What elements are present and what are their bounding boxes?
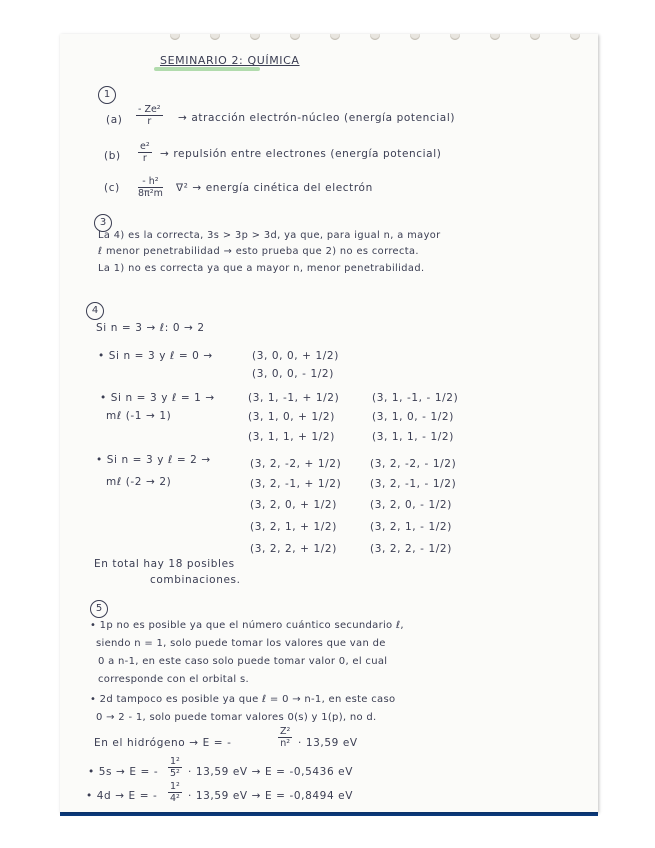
s3-line-2: ℓ menor penetrabilidad → esto prueba que 2) no es correcta.	[98, 246, 419, 257]
s5-h-fraction	[278, 726, 292, 749]
s1-c-fraction	[138, 176, 163, 199]
s5-4d-fraction	[168, 781, 182, 804]
s5-5s-denominator: 5²	[170, 768, 180, 779]
s5-p1-line-4: corresponde con el orbital s.	[98, 674, 249, 685]
s4-l1-set-r1: (3, 1, -1, - 1/2)	[372, 392, 459, 404]
s1-b-denominator: r	[142, 153, 147, 164]
s4-l2-set-r3: (3, 2, 0, - 1/2)	[370, 499, 452, 511]
title-highlight	[154, 67, 260, 71]
s4-l2-set-l5: (3, 2, 2, + 1/2)	[250, 543, 337, 555]
section-5-number: 5	[90, 600, 108, 618]
s1-c-numerator: - h²	[138, 176, 163, 188]
s5-p2-line-1: • 2d tampoco es posible ya que ℓ = 0 → n-1, en este caso	[90, 694, 396, 705]
s1-c-text: ∇² → energía cinética del electrón	[176, 182, 373, 194]
s4-total-line-1: En total hay 18 posibles	[94, 558, 235, 570]
s5-5s-numerator: 1²	[170, 756, 180, 767]
s4-l1-ml: mℓ (-1 → 1)	[106, 410, 172, 422]
s5-h-prefix: En el hidrógeno → E = -	[94, 737, 232, 749]
s1-a-fraction	[136, 104, 163, 127]
s5-p2-line-2: 0 → 2 - 1, solo puede tomar valores 0(s) y 1(p), no d.	[96, 712, 377, 723]
s5-4d-numerator: 1²	[170, 781, 180, 792]
s5-4d-denominator: 4²	[170, 793, 180, 804]
s4-l0-set-1: (3, 0, 0, + 1/2)	[252, 350, 339, 362]
s4-l2-set-r5: (3, 2, 2, - 1/2)	[370, 543, 452, 555]
s5-p1-line-1: • 1p no es posible ya que el número cuántico secundario ℓ,	[90, 620, 404, 631]
s4-l1-set-l2: (3, 1, 0, + 1/2)	[248, 411, 335, 423]
s1-b-label: (b)	[104, 150, 121, 162]
section-4-number: 4	[86, 302, 104, 320]
s4-range-line: Si n = 3 → ℓ: 0 → 2	[96, 322, 205, 334]
page-title: SEMINARIO 2: QUÍMICA	[160, 54, 300, 67]
s3-line-1: La 4) es la correcta, 3s > 3p > 3d, ya que, para igual n, a mayor	[98, 230, 441, 241]
s4-l1-label: • Si n = 3 y ℓ = 1 →	[100, 392, 215, 404]
s4-l0-set-2: (3, 0, 0, - 1/2)	[252, 368, 334, 380]
s5-5s-suffix: · 13,59 eV → E = -0,5436 eV	[188, 766, 354, 778]
s1-a-text: → atracción electrón-núcleo (energía potencial)	[178, 112, 456, 124]
notebook-page	[60, 34, 598, 812]
s5-5s-fraction	[168, 756, 182, 779]
s5-4d-suffix: · 13,59 eV → E = -0,8494 eV	[188, 790, 354, 802]
s5-h-denominator: n²	[280, 738, 291, 749]
s1-a-denominator: r	[147, 116, 152, 127]
page-bottom-edge	[60, 812, 598, 816]
section-3-number: 3	[94, 214, 112, 232]
s1-b-fraction	[138, 141, 152, 164]
s5-4d-prefix: • 4d → E = -	[86, 790, 158, 802]
s4-l2-set-l3: (3, 2, 0, + 1/2)	[250, 499, 337, 511]
s4-l2-set-l2: (3, 2, -1, + 1/2)	[250, 478, 342, 490]
s1-b-numerator: e²	[140, 141, 150, 152]
s4-l2-ml: mℓ (-2 → 2)	[106, 476, 172, 488]
s1-a-label: (a)	[106, 114, 123, 126]
s5-h-suffix: · 13,59 eV	[298, 737, 358, 749]
s5-h-numerator: Z²	[280, 726, 291, 737]
s4-l2-set-r2: (3, 2, -1, - 1/2)	[370, 478, 457, 490]
s1-c-label: (c)	[104, 182, 120, 194]
s4-l2-set-r1: (3, 2, -2, - 1/2)	[370, 458, 457, 470]
s4-l1-set-l1: (3, 1, -1, + 1/2)	[248, 392, 340, 404]
s5-p1-line-2: siendo n = 1, solo puede tomar los valores que van de	[96, 638, 386, 649]
s4-l2-set-r4: (3, 2, 1, - 1/2)	[370, 521, 452, 533]
s3-line-3: La 1) no es correcta ya que a mayor n, menor penetrabilidad.	[98, 263, 425, 274]
s4-l1-set-r3: (3, 1, 1, - 1/2)	[372, 431, 454, 443]
s4-l1-set-r2: (3, 1, 0, - 1/2)	[372, 411, 454, 423]
s4-l2-label: • Si n = 3 y ℓ = 2 →	[96, 454, 211, 466]
s1-a-numerator: - Ze²	[138, 104, 161, 115]
s1-c-denominator: 8π²m	[138, 188, 163, 199]
s4-l1-set-l3: (3, 1, 1, + 1/2)	[248, 431, 335, 443]
s4-l2-set-l4: (3, 2, 1, + 1/2)	[250, 521, 337, 533]
section-1-number: 1	[98, 86, 116, 104]
s5-5s-prefix: • 5s → E = -	[88, 766, 159, 778]
s5-p1-line-3: 0 a n-1, en este caso solo puede tomar valor 0, el cual	[98, 656, 388, 667]
s1-b-text: → repulsión entre electrones (energía potencial)	[160, 148, 442, 160]
s4-l2-set-l1: (3, 2, -2, + 1/2)	[250, 458, 342, 470]
s4-l0-label: • Si n = 3 y ℓ = 0 →	[98, 350, 213, 362]
s4-total-line-2: combinaciones.	[150, 574, 241, 586]
